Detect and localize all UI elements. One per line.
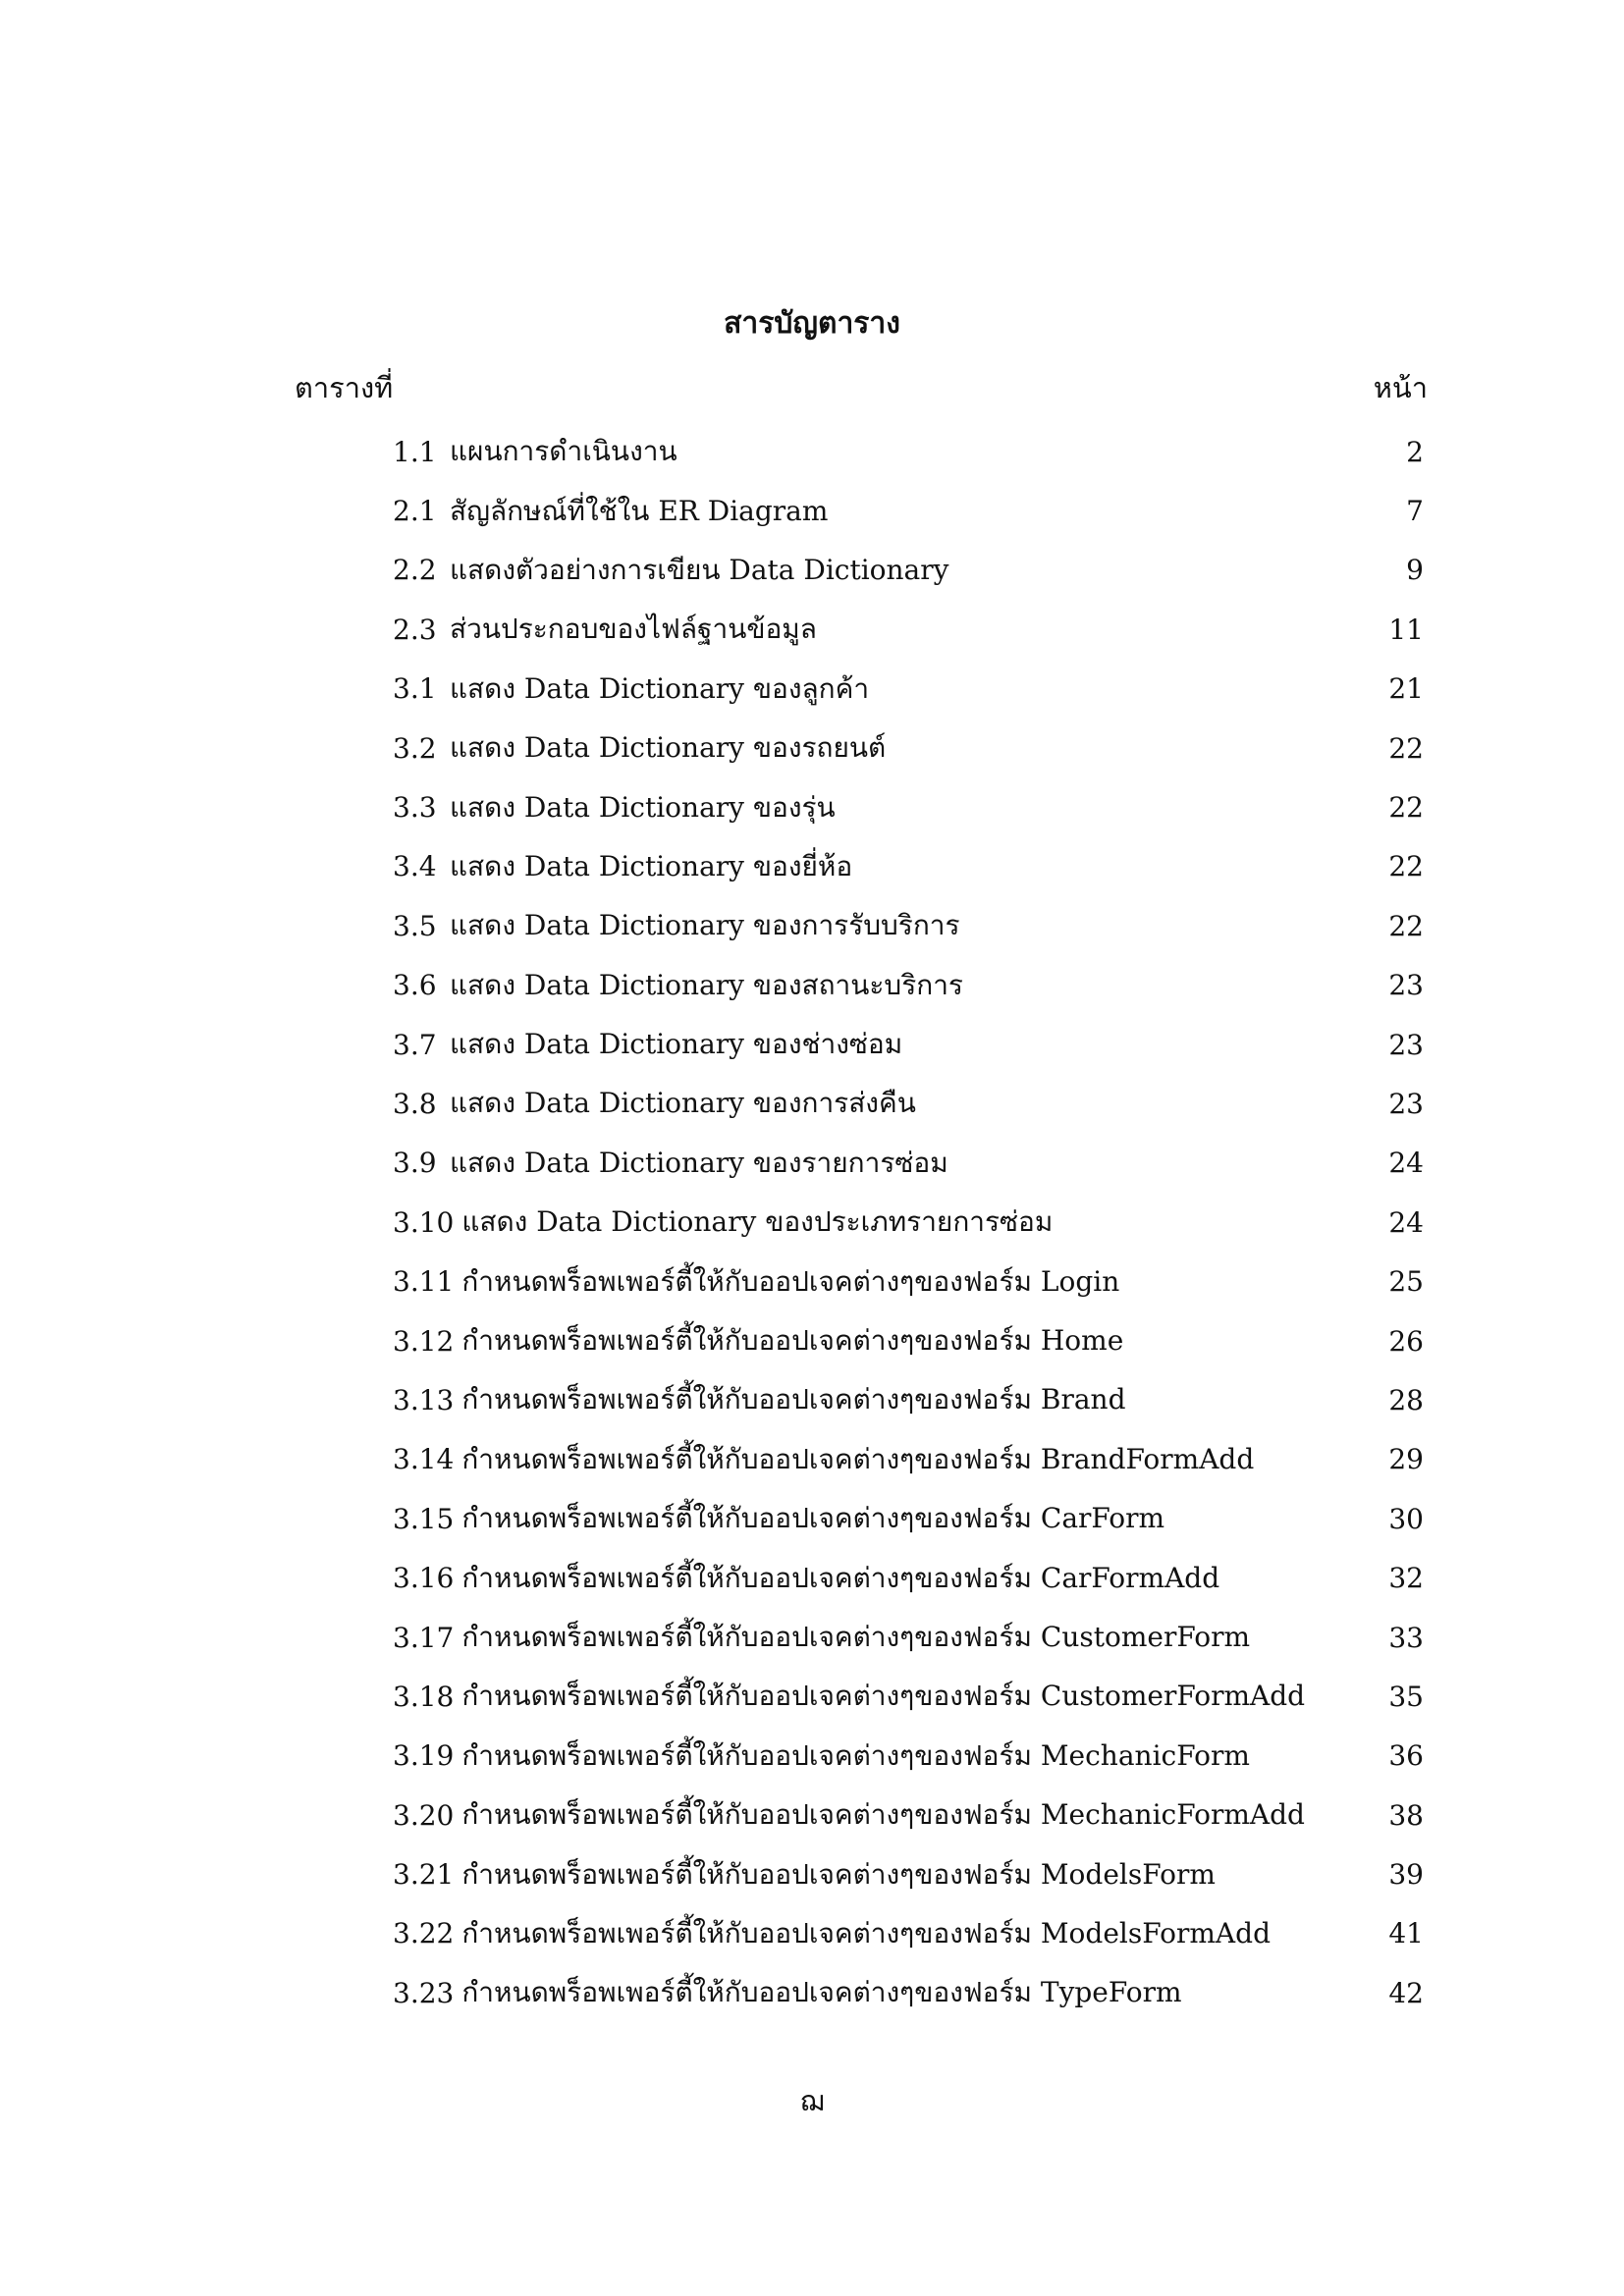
entry-description: กำหนดพร็อพเพอร์ตี้ให้กับออปเจคต่างๆของฟอร์ม CustomerFormAdd <box>461 1680 1306 1713</box>
entry-number: 2.2 <box>393 554 437 587</box>
toc-entry[interactable] <box>393 1252 1424 1310</box>
entry-page: 42 <box>1388 1976 1424 2009</box>
entry-description: แสดง Data Dictionary ของการส่งคืน <box>450 1087 916 1120</box>
entry-description: แสดง Data Dictionary ของรถยนต์ <box>450 731 887 765</box>
toc-entry[interactable] <box>393 1015 1424 1074</box>
table-of-tables-list <box>393 422 1424 2023</box>
toc-entry[interactable] <box>393 1430 1424 1489</box>
entry-number: 3.7 <box>393 1028 437 1061</box>
page-title: สารบัญตาราง <box>724 306 900 341</box>
entry-number: 3.4 <box>393 850 437 883</box>
entry-number: 3.13 <box>393 1383 455 1416</box>
entry-number: 3.17 <box>393 1621 455 1654</box>
entry-page: 7 <box>1406 495 1424 528</box>
toc-entry[interactable] <box>393 1667 1424 1726</box>
toc-entry[interactable] <box>393 481 1424 540</box>
entry-description: กำหนดพร็อพเพอร์ตี้ให้กับออปเจคต่างๆของฟอร์ม CarForm <box>461 1502 1165 1535</box>
entry-number: 3.9 <box>393 1147 437 1180</box>
entry-number: 3.22 <box>393 1917 455 1950</box>
toc-entry[interactable] <box>393 600 1424 659</box>
entry-number: 2.3 <box>393 613 437 646</box>
entry-page: 22 <box>1388 909 1424 942</box>
entry-page: 22 <box>1388 850 1424 883</box>
entry-description: ส่วนประกอบของไฟล์ฐานข้อมูล <box>450 613 817 646</box>
entry-description: กำหนดพร็อพเพอร์ตี้ให้กับออปเจคต่างๆของฟอร์ม ModelsForm <box>461 1857 1216 1891</box>
entry-page: 33 <box>1388 1621 1424 1654</box>
entry-description: แสดง Data Dictionary ของสถานะบริการ <box>450 968 963 1001</box>
entry-page: 21 <box>1388 672 1424 706</box>
entry-number: 3.10 <box>393 1205 455 1239</box>
toc-entry[interactable] <box>393 1844 1424 1903</box>
entry-description: แสดงตัวอย่างการเขียน Data Dictionary <box>450 553 949 586</box>
toc-entry[interactable] <box>393 896 1424 955</box>
entry-number: 3.5 <box>393 909 437 942</box>
toc-entry[interactable] <box>393 1311 1424 1370</box>
entry-number: 3.8 <box>393 1087 437 1120</box>
entry-description: แสดง Data Dictionary ของลูกค้า <box>450 671 870 705</box>
page-number: ฌ <box>799 2084 825 2117</box>
entry-page: 23 <box>1388 1028 1424 1061</box>
entry-number: 3.1 <box>393 672 437 706</box>
toc-entry[interactable] <box>393 1193 1424 1252</box>
entry-page: 35 <box>1388 1680 1424 1713</box>
toc-entry[interactable] <box>393 1134 1424 1193</box>
entry-description: กำหนดพร็อพเพอร์ตี้ให้กับออปเจคต่างๆของฟอร์ม MechanicForm <box>461 1738 1250 1772</box>
entry-number: 2.1 <box>393 495 437 528</box>
toc-entry[interactable] <box>393 956 1424 1015</box>
entry-description: กำหนดพร็อพเพอร์ตี้ให้กับออปเจคต่างๆของฟอร์ม CarFormAdd <box>461 1561 1220 1594</box>
toc-entry[interactable] <box>393 1548 1424 1607</box>
entry-description: แสดง Data Dictionary ของรุ่น <box>450 790 836 824</box>
entry-number: 3.12 <box>393 1324 455 1358</box>
entry-page: 25 <box>1388 1265 1424 1299</box>
entry-number: 3.16 <box>393 1562 455 1595</box>
entry-description: แสดง Data Dictionary ของประเภทรายการซ่อม <box>461 1205 1054 1239</box>
entry-number: 3.2 <box>393 731 437 765</box>
entry-page: 39 <box>1388 1858 1424 1892</box>
entry-page: 11 <box>1388 613 1424 646</box>
toc-entry[interactable] <box>393 1904 1424 1963</box>
entry-description: แผนการดำเนินงาน <box>450 435 677 468</box>
toc-entry[interactable] <box>393 1074 1424 1133</box>
entry-number: 3.18 <box>393 1680 455 1713</box>
entry-page: 9 <box>1406 554 1424 587</box>
toc-entry[interactable] <box>393 1370 1424 1429</box>
entry-page: 22 <box>1388 731 1424 765</box>
entry-number: 3.3 <box>393 791 437 825</box>
toc-entry[interactable] <box>393 660 1424 719</box>
entry-number: 3.15 <box>393 1502 455 1535</box>
toc-entry[interactable] <box>393 1727 1424 1786</box>
entry-page: 26 <box>1388 1324 1424 1358</box>
entry-description: กำหนดพร็อพเพอร์ตี้ให้กับออปเจคต่างๆของฟอร์ม TypeForm <box>461 1976 1182 2009</box>
entry-description: กำหนดพร็อพเพอร์ตี้ให้กับออปเจคต่างๆของฟอร์ม CustomerForm <box>461 1621 1251 1653</box>
entry-description: กำหนดพร็อพเพอร์ตี้ให้กับออปเจคต่างๆของฟอร์ม Brand <box>461 1383 1126 1416</box>
entry-number: 3.21 <box>393 1858 455 1892</box>
toc-entry[interactable] <box>393 1963 1424 2022</box>
toc-entry[interactable] <box>393 719 1424 777</box>
entry-description: กำหนดพร็อพเพอร์ตี้ให้กับออปเจคต่างๆของฟอร์ม Login <box>461 1264 1120 1298</box>
toc-entry[interactable] <box>393 777 1424 836</box>
entry-number: 1.1 <box>393 435 437 468</box>
table-column-header: ตารางที่ <box>295 371 394 404</box>
entry-description: สัญลักษณ์ที่ใช้ใน ER Diagram <box>450 494 829 527</box>
entry-page: 36 <box>1388 1739 1424 1773</box>
entry-number: 3.14 <box>393 1443 455 1476</box>
entry-description: แสดง Data Dictionary ของช่างซ่อม <box>450 1028 903 1061</box>
entry-description: กำหนดพร็อพเพอร์ตี้ให้กับออปเจคต่างๆของฟอร์ม BrandFormAdd <box>461 1442 1255 1475</box>
toc-entry[interactable] <box>393 422 1424 481</box>
toc-entry[interactable] <box>393 837 1424 896</box>
entry-page: 29 <box>1388 1443 1424 1476</box>
entry-number: 3.6 <box>393 969 437 1002</box>
entry-page: 30 <box>1388 1502 1424 1535</box>
entry-page: 23 <box>1388 1087 1424 1120</box>
toc-entry[interactable] <box>393 1786 1424 1844</box>
entry-description: กำหนดพร็อพเพอร์ตี้ให้กับออปเจคต่างๆของฟอร์ม Home <box>461 1324 1124 1358</box>
entry-description: กำหนดพร็อพเพอร์ตี้ให้กับออปเจคต่างๆของฟอร์ม MechanicFormAdd <box>461 1798 1305 1832</box>
entry-page: 32 <box>1388 1562 1424 1595</box>
entry-page: 22 <box>1388 791 1424 825</box>
entry-page: 38 <box>1388 1798 1424 1832</box>
entry-page: 23 <box>1388 969 1424 1002</box>
entry-page: 24 <box>1388 1147 1424 1180</box>
entry-description: กำหนดพร็อพเพอร์ตี้ให้กับออปเจคต่างๆของฟอร์ม ModelsFormAdd <box>461 1916 1271 1949</box>
entry-page: 28 <box>1388 1383 1424 1416</box>
entry-page: 24 <box>1388 1205 1424 1239</box>
entry-description: แสดง Data Dictionary ของรายการซ่อม <box>450 1146 948 1179</box>
toc-entry[interactable] <box>393 1489 1424 1548</box>
entry-description: แสดง Data Dictionary ของยี่ห้อ <box>450 849 853 882</box>
entry-number: 3.11 <box>393 1265 455 1299</box>
page-column-header: หน้า <box>1373 371 1428 404</box>
entry-page: 2 <box>1406 435 1424 468</box>
toc-entry[interactable] <box>393 1608 1424 1667</box>
entry-number: 3.23 <box>393 1976 455 2009</box>
entry-description: แสดง Data Dictionary ของการรับบริการ <box>450 909 960 942</box>
toc-entry[interactable] <box>393 541 1424 600</box>
entry-number: 3.20 <box>393 1798 455 1832</box>
entry-number: 3.19 <box>393 1739 455 1773</box>
entry-page: 41 <box>1388 1917 1424 1950</box>
